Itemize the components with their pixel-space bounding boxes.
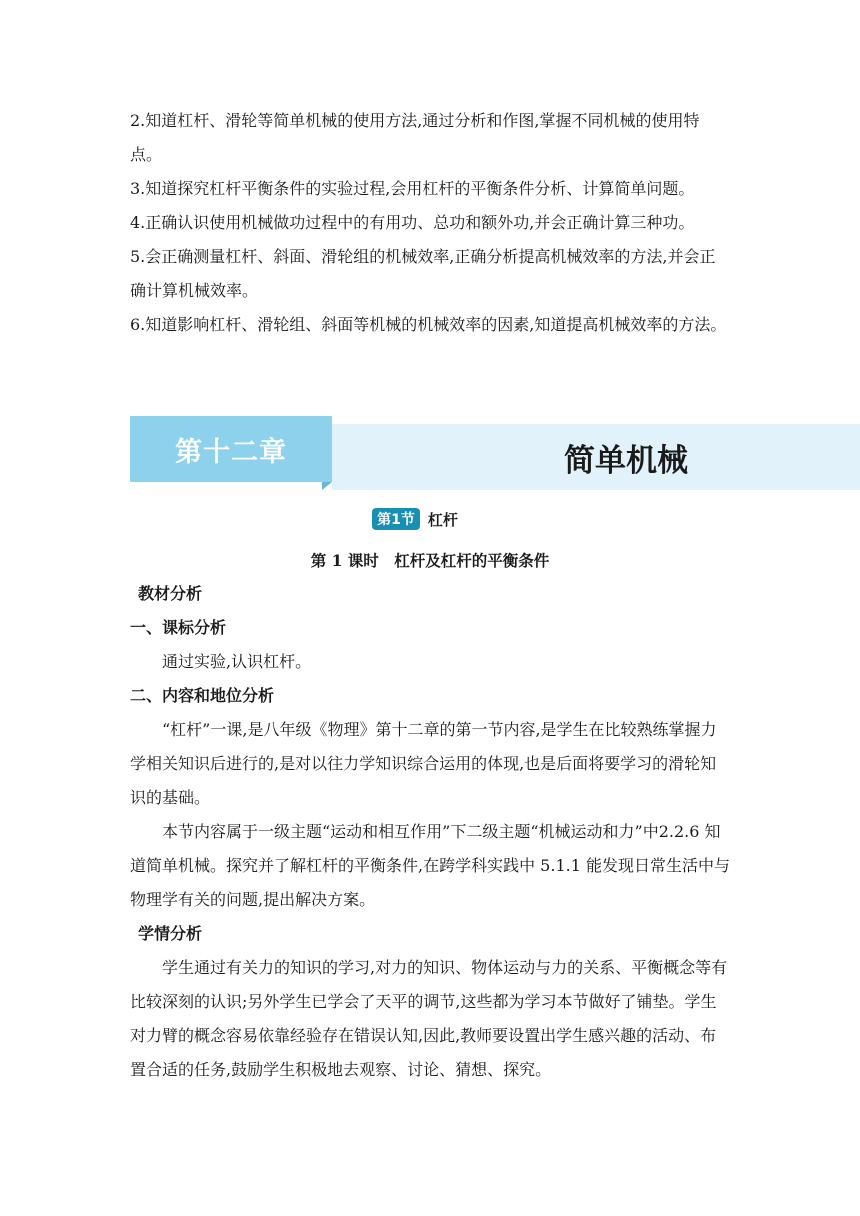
position-paragraph-2: 本节内容属于一级主题“运动和相互作用”下二级主题“机械运动和力”中2.2.6 知道简单机械。探究并了解杠杆的平衡条件,在跨学科实践中 5.1.1 能发现日常生活中与物理学有关的问题,提出解决方案。 xyxy=(130,822,730,909)
chapter-title: 简单机械 xyxy=(332,424,860,490)
lesson-title: 第 1 课时 杠杆及杠杆的平衡条件 xyxy=(310,551,550,570)
curriculum-heading: 一、课标分析 xyxy=(130,618,227,637)
section-title: 杠杆 xyxy=(427,510,458,529)
objective-3: 3.知道探究杠杆平衡条件的实验过程,会用杠杆的平衡条件分析、计算简单问题。 xyxy=(130,179,695,198)
student-analysis-heading: 学情分析 xyxy=(138,924,203,943)
objective-2: 2.知道杠杆、滑轮等简单机械的使用方法,通过分析和作图,掌握不同机械的使用特点。 xyxy=(130,111,700,164)
position-heading: 二、内容和地位分析 xyxy=(130,686,275,705)
section-heading xyxy=(0,508,860,530)
textbook-analysis-heading: 教材分析 xyxy=(138,584,203,603)
lesson-content xyxy=(130,577,730,1087)
objective-4: 4.正确认识使用机械做功过程中的有用功、总功和额外功,并会正确计算三种功。 xyxy=(130,213,695,232)
objective-5: 5.会正确测量杠杆、斜面、滑轮组的机械效率,正确分析提高机械效率的方法,并会正确计算机械效率。 xyxy=(130,247,716,300)
section-badge: 第1节 xyxy=(372,508,420,530)
curriculum-text: 通过实验,认识杠杆。 xyxy=(162,652,312,671)
objective-6: 6.知道影响杠杆、滑轮组、斜面等机械的机械效率的因素,知道提高机械效率的方法。 xyxy=(130,315,727,334)
chapter-banner xyxy=(130,416,860,490)
position-paragraph-1: “杠杆”一课,是八年级《物理》第十二章的第一节内容,是学生在比较熟练掌握力学相关知识后进行的,是对以往力学知识综合运用的体现,也是后面将要学习的滑轮知识的基础。 xyxy=(130,720,717,807)
banner-fold-decoration xyxy=(322,482,332,490)
learning-objectives xyxy=(130,104,730,342)
student-analysis-text: 学生通过有关力的知识的学习,对力的知识、物体运动与力的关系、平衡概念等有比较深刻的认识;另外学生已学会了天平的调节,这些都为学习本节做好了铺垫。学生对力臂的概念容易依靠经验存在错误认知,因此,教师要设置出学生感兴趣的活动、布置合适的任务,鼓励学生积极地去观察、讨论、猜想、探究。 xyxy=(130,958,728,1079)
chapter-number: 第十二章 xyxy=(130,416,332,482)
